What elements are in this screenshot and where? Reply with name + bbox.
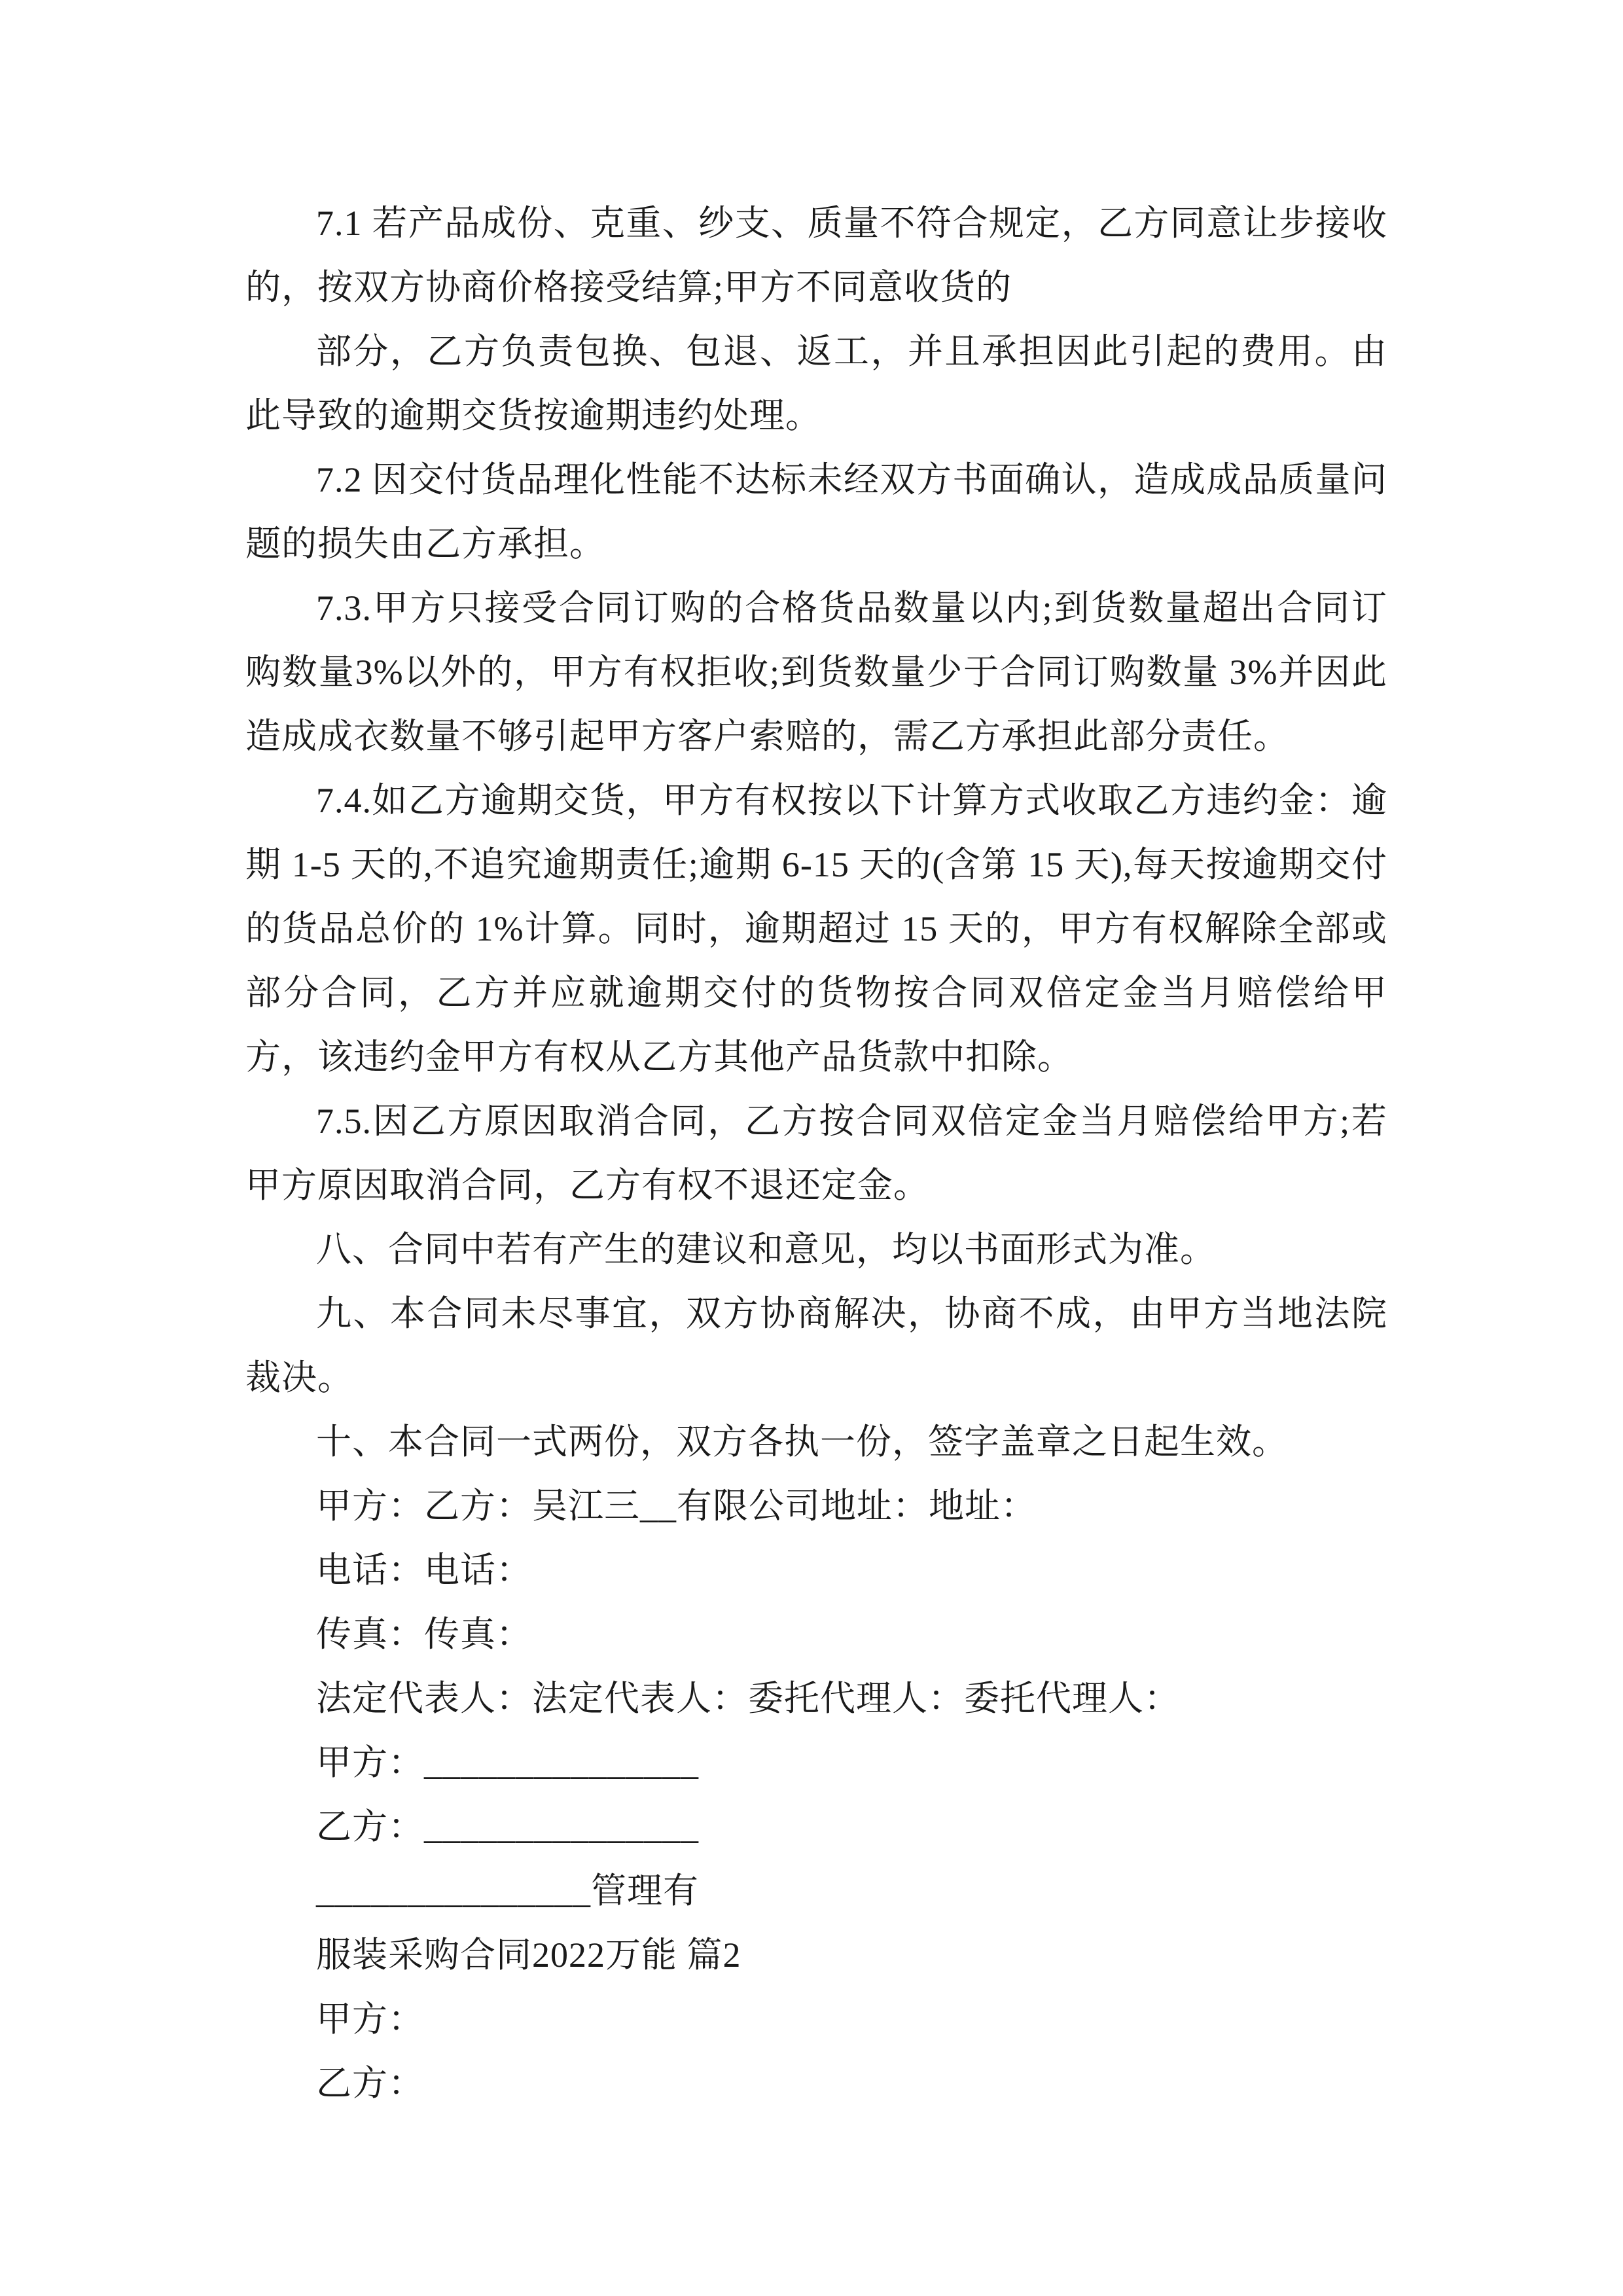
clause-7-3: 7.3.甲方只接受合同订购的合格货品数量以内;到货数量超出合同订购数量3%以外的，甲方有权拒收;到货数量少于合同订购数量 3%并因此造成成衣数量不够引起甲方客户索赔的，需乙方承担此部分责任。: [245, 588, 1387, 756]
company-blank-line: _______________管理有: [316, 1871, 699, 1910]
party-address-line: 甲方：乙方：吴江三__有限公司地址：地址：: [316, 1486, 1037, 1526]
party-b-signature-line: 乙方：_______________: [316, 1807, 699, 1846]
legal-representative-line: 法定代表人：法定代表人：委托代理人：委托代理人：: [316, 1679, 1180, 1718]
clause-8: 八、合同中若有产生的建议和意见，均以书面形式为准。: [316, 1230, 1216, 1269]
party-b-label: 乙方：: [316, 2064, 424, 2103]
fax-line: 传真：传真：: [316, 1615, 532, 1654]
section-2-title: 服装采购合同2022万能 篇2: [316, 1935, 741, 1975]
phone-line: 电话：电话：: [316, 1551, 532, 1590]
clause-9: 九、本合同未尽事宜，双方协商解决，协商不成，由甲方当地法院裁决。: [245, 1294, 1387, 1397]
clause-10: 十、本合同一式两份，双方各执一份，签字盖章之日起生效。: [316, 1422, 1288, 1462]
party-a-label: 甲方：: [316, 2000, 424, 2039]
clause-7-1: 7.1 若产品成份、克重、纱支、质量不符合规定，乙方同意让步接收的，按双方协商价格接受结算;甲方不同意收货的: [245, 204, 1387, 307]
clause-7-4: 7.4.如乙方逾期交货，甲方有权按以下计算方式收取乙方违约金：逾期 1-5 天的,不追究逾期责任;逾期 6-15 天的(含第 15 天),每天按逾期交付的货品总价的 1%计算。同时，逾期超过 15 天的，甲方有权解除全部或部分合同，乙方并应就逾期交付的货物按合同双倍定金当月赔偿给甲方，该违约金甲方有权从乙方其他产品货款中扣除。: [245, 781, 1387, 1077]
clause-7-1-continued: 部分，乙方负责包换、包退、返工，并且承担因此引起的费用。由此导致的逾期交货按逾期违约处理。: [245, 332, 1387, 435]
clause-7-2: 7.2 因交付货品理化性能不达标未经双方书面确认，造成成品质量问题的损失由乙方承担。: [245, 460, 1387, 564]
party-a-signature-line: 甲方：_______________: [316, 1743, 699, 1782]
contract-body: [245, 191, 1387, 2115]
clause-7-5: 7.5.因乙方原因取消合同，乙方按合同双倍定金当月赔偿给甲方;若甲方原因取消合同，乙方有权不退还定金。: [245, 1102, 1387, 1205]
